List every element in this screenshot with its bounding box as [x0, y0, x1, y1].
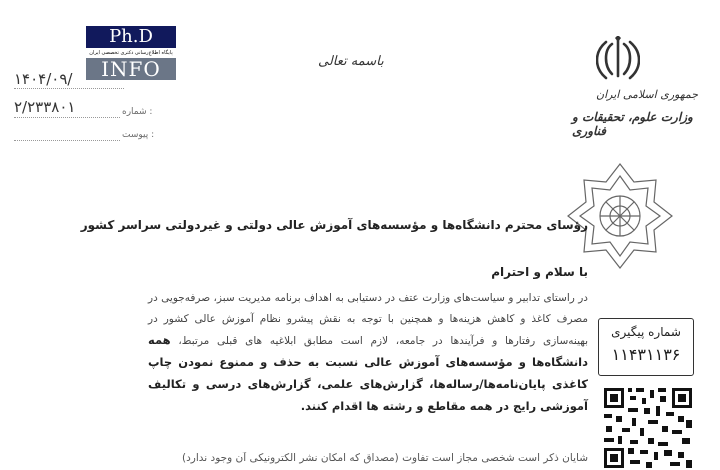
- tracking-box: [598, 318, 694, 376]
- qr-code-icon: [602, 386, 694, 470]
- number-line: [14, 117, 120, 118]
- letter-date: ۱۴۰۴/۰۹/: [14, 70, 73, 88]
- logo-info-text: INFO: [86, 58, 176, 80]
- org-line-1: جمهوری اسلامی ایران: [596, 88, 699, 101]
- letter-addressee: رؤسای محترم دانشگاه‌ها و مؤسسه‌های آموزش عالی دولتی و غیردولتی سراسر کشور: [80, 218, 588, 232]
- letter-greeting: با سلام و احترام: [491, 265, 588, 279]
- iran-emblem-icon: [596, 36, 640, 82]
- number-label: شماره :: [122, 107, 153, 117]
- attachment-label: پیوست :: [122, 130, 155, 140]
- org-line-2: وزارت علوم، تحقیقات و فناوری: [572, 110, 693, 138]
- bismillah-heading: باسمه تعالی: [318, 54, 384, 69]
- paragraph-1-bold: همه دانشگاه‌ها و مؤسسه‌های آموزش عالی نسبت به حذف و ممنوع نمودن چاپ کاغذی پایان‌نامه‌ها/رساله‌ها، گزارش‌های علمی، گزارش‌های درسی و تکالیف آموزشی رایج در همه مقاطع و رشته ها اقدام کنند.: [148, 333, 588, 413]
- logo-tagline: پایگاه اطلاع‌رسانی دکتری تخصصی ایران: [86, 48, 176, 58]
- logo-phd-text: Ph.D: [86, 26, 176, 48]
- tracking-number: ۱۱۴۳۱۱۳۶: [611, 345, 681, 364]
- letter-paragraph-1: [148, 288, 588, 418]
- date-line: [14, 88, 124, 89]
- tracking-label: شماره پیگیری: [611, 325, 681, 339]
- letter-paragraph-2: شایان ذکر است شخصی مجاز است تفاوت (مصداق که امکان نشر الکترونیکی آن وجود ندارد): [181, 452, 588, 464]
- phd-info-logo: [86, 26, 176, 88]
- islamic-ornament-icon: [564, 160, 676, 272]
- attachment-line: [14, 140, 120, 141]
- paragraph-1-text: در راستای تدابیر و سیاست‌های وزارت عتف در دستیابی به اهداف برنامه مدیریت سبز، صرفه‌جویی در مصرف کاغذ و کاهش هزینه‌ها و همچنین با توجه به نقش پیشرو نظام آموزش عالی کشور در بهینه‌سازی رفتارها و فرآیندها در جامعه، لازم است مطابق ابلاغیه های قبلی مرتبط،: [148, 292, 588, 347]
- letter-number: ۲/۲۳۳۸۰۱: [14, 98, 76, 116]
